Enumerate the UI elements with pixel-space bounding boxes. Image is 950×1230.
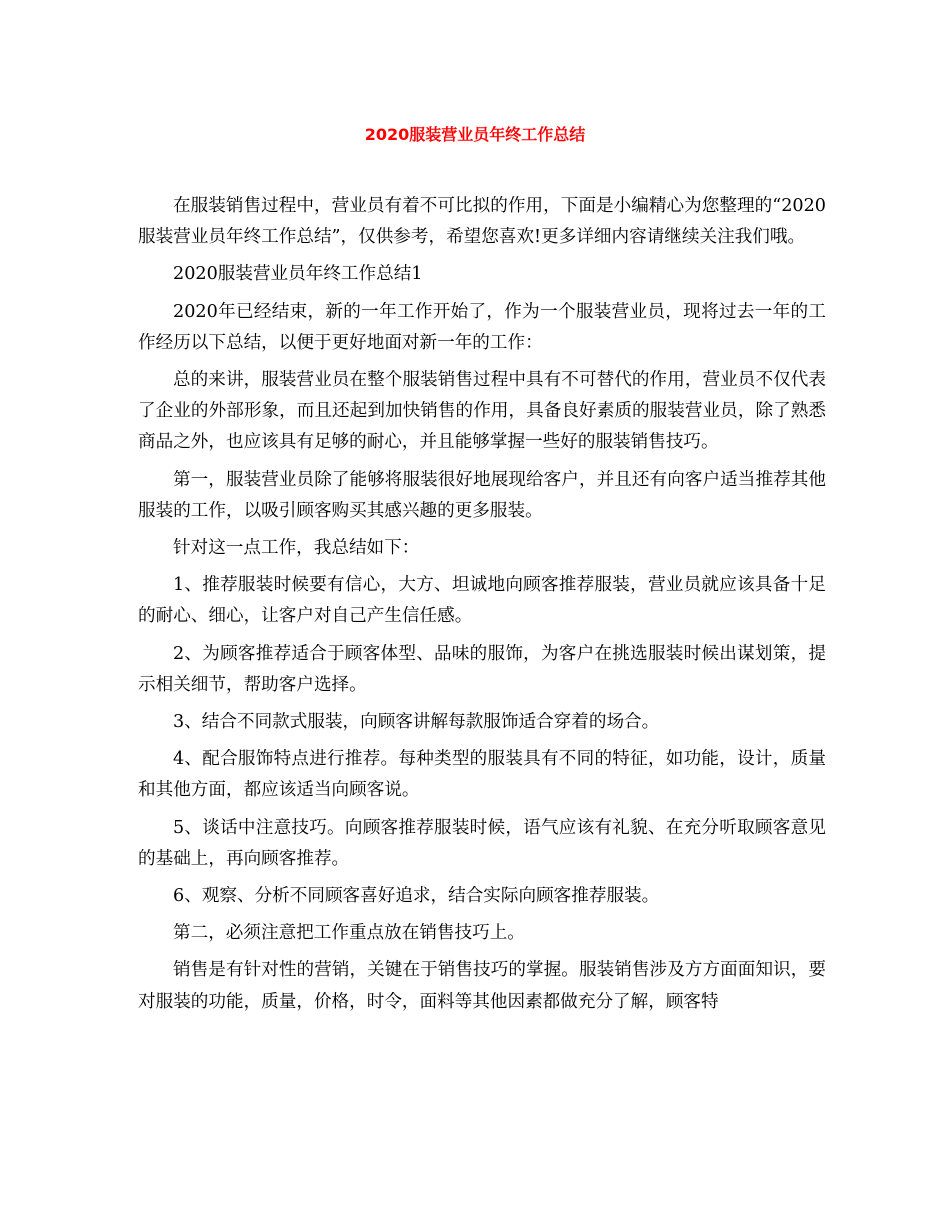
list-item: 6、观察、分析不同顾客喜好追求，结合实际向顾客推荐服装。 xyxy=(173,886,660,907)
paragraph-section-heading: 2020服装营业员年终工作总结1 xyxy=(173,264,423,285)
paragraph: 2020年已经结束，新的一年工作开始了，作为一个服装营业员，现将过去一年的工作经历以下总结，以便于更好地面对新一年的工作： xyxy=(138,301,826,353)
paragraph: 第一，服装营业员除了能够将服装很好地展现给客户，并且还有向客户适当推荐其他服装的工作，以吸引顾客购买其感兴趣的更多服装。 xyxy=(138,469,826,521)
list-item: 5、谈话中注意技巧。向顾客推荐服装时候，语气应该有礼貌、在充分听取顾客意见的基础上，再向顾客推荐。 xyxy=(138,817,826,869)
list-item: 1、推荐服装时候要有信心，大方、坦诚地向顾客推荐服装，营业员就应该具备十足的耐心、细心，让客户对自己产生信任感。 xyxy=(138,575,826,627)
paragraph-intro: 在服装销售过程中，营业员有着不可比拟的作用，下面是小编精心为您整理的“2020服装营业员年终工作总结”，仅供参考，希望您喜欢!更多详细内容请继续关注我们哦。 xyxy=(138,196,826,248)
paragraph: 针对这一点工作，我总结如下： xyxy=(173,538,420,559)
list-item: 2、为顾客推荐适合于顾客体型、品味的服饰，为客户在挑选服装时候出谋划策，提示相关细节，帮助客户选择。 xyxy=(138,643,826,695)
paragraph: 第二，必须注意把工作重点放在销售技巧上。 xyxy=(173,923,525,944)
document-body xyxy=(138,191,826,1024)
list-item: 3、结合不同款式服装，向顾客讲解每款服饰适合穿着的场合。 xyxy=(173,712,660,733)
paragraph: 销售是有针对性的营销，关键在于销售技巧的掌握。服装销售涉及方方面面知识，要对服装的功能，质量，价格，时令，面料等其他因素都做充分了解，顾客特 xyxy=(138,960,826,1012)
paragraph: 总的来讲，服装营业员在整个服装销售过程中具有不可替代的作用，营业员不仅代表了企业的外部形象，而且还起到加快销售的作用，具备良好素质的服装营业员，除了熟悉商品之外，也应该具有足够的耐心，并且能够掌握一些好的服装销售技巧。 xyxy=(138,370,826,453)
document-title: 2020服装营业员年终工作总结 xyxy=(364,125,586,144)
list-item: 4、配合服饰特点进行推荐。每种类型的服装具有不同的特征，如功能，设计，质量和其他方面，都应该适当向顾客说。 xyxy=(138,749,826,801)
